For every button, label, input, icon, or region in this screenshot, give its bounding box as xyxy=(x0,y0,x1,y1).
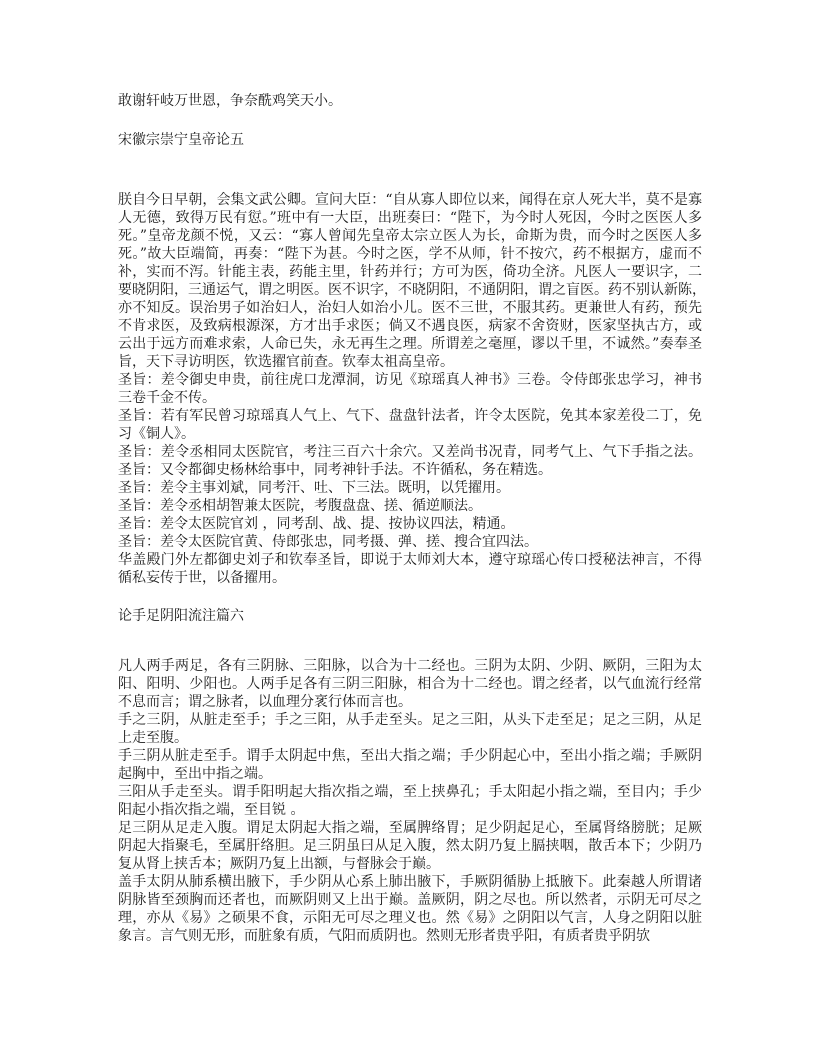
text-line: 象言。言气则无形，而脏象有质，气阳而质阴也。然则无形者贵乎阳，有质者贵乎阴欤 xyxy=(118,928,650,944)
text-line: 亦不知反。误治男子如治妇人，治妇人如治小儿。医不三世，不服其药。更兼世人有药，预先 xyxy=(118,300,702,316)
text-line: 凡人两手两足，各有三阴脉、三阳脉，以合为十二经也。三阴为太阴、少阴、厥阴，三阳为太 xyxy=(118,658,702,674)
text-line: 圣旨：差令御史申贵，前往虎口龙潭洞，访见《琼瑶真人神书》三卷。令侍郎张忠学习，神书 xyxy=(118,372,702,388)
text-line: 盖手太阴从肺系横出腋下，手少阴从心系上肺出腋下，手厥阴循胁上抵腋下。此秦越人所谓诸 xyxy=(118,874,702,890)
text-line: 三阳从手走至头。谓手阳明起大指次指之端，至上挟鼻孔；手太阳起小指之端，至目内；手少 xyxy=(118,784,702,800)
text-line: 足三阴从足走入腹。谓足太阴起大指之端，至属脾络胃；足少阴起足心，至属肾络膀胱；足厥 xyxy=(118,820,702,836)
text-line: 圣旨：差令丞相同太医院官，考注三百六十余穴。又差尚书况青，同考气上、气下手指之法。 xyxy=(118,444,702,460)
text-line: 要晓阴阳，三通运气，谓之明医。医不识字，不晓阴阳，不通阴阳，谓之盲医。药不别认新陈， xyxy=(118,282,706,298)
text-line: 圣旨：差令主事刘斌，同考汗、吐、下三法。既明，以凭擢用。 xyxy=(118,480,510,496)
text-line: 人无德，致得万民有愆。”班中有一大臣，出班奏曰：“陛下，为今时人死因，今时之医医人多 xyxy=(118,210,702,226)
text-line: 死。”故大臣端简，再奏：“陛下为甚。今时之医，学不从师，针不按穴，药不根据方，虚而不 xyxy=(118,246,702,262)
text-line: 圣旨：差令太医院官刘 ，同考刮、战、提、按协议四法，精通。 xyxy=(118,516,515,532)
section-5-title: 宋徽宗崇宁皇帝论五 xyxy=(118,132,244,148)
text-line: 朕自今日早朝，会集文武公卿。宣问大臣：“自从寡人即位以来，闻得在京人死大半，莫不是寡 xyxy=(118,192,702,208)
text-line: 不肯求医，及致病根源深，方才出手求医；倘又不遇良医，病家不舍资财，医家坚执古方，或 xyxy=(118,318,702,334)
text-line: 阳起小指次指之端，至目锐 。 xyxy=(118,802,305,818)
text-line: 手之三阴，从脏走至手；手之三阳，从手走至头。足之三阳，从头下走至足；足之三阴，从足 xyxy=(118,712,702,728)
text-line: 循私妄传于世，以备擢用。 xyxy=(118,570,286,586)
text-line: 死。”皇帝龙颜不悦，又云：“寡人曾闻先皇帝太宗立医人为长，命斯为贵，而今时之医医人多 xyxy=(118,228,702,244)
section-6-title: 论手足阴阳流注篇六 xyxy=(118,608,244,624)
text-line: 不息而言；谓之脉者，以血理分衺行体而言也。 xyxy=(118,694,412,710)
text-line: 补，实而不泻。针能主表，药能主里，针药并行；方可为医，倚功全济。凡医人一要识字，二 xyxy=(118,264,702,280)
text-line: 阴脉皆至颈胸而还者也，而厥阴则又上出于巅。盖厥阴，阴之尽也。所以然者，示阴无可尽之 xyxy=(118,892,702,908)
text-line: 手三阴从脏走至手。谓手太阴起中焦，至出大指之端；手少阴起心中，至出小指之端；手厥阴 xyxy=(118,748,702,764)
intro-line: 敢谢轩岐万世恩，争奈酰鸡笑天小。 xyxy=(118,93,342,109)
text-line: 阳、阳明、少阳也。人两手足各有三阴三阳脉，相合为十二经也。谓之经者，以气血流行经常 xyxy=(118,676,702,692)
text-line: 复从肾上挟舌本；厥阴乃复上出额，与督脉会于巅。 xyxy=(118,856,440,872)
text-line: 圣旨：若有军民曾习琼瑶真人气上、气下、盘盘针法者，许令太医院，免其本家差役二丁，免 xyxy=(118,408,702,424)
text-line: 上走至腹。 xyxy=(118,730,188,746)
text-line: 理，亦从《易》之硕果不食，示阳无可尽之理义也。然《易》之阴阳以气言，人身之阴阳以脏 xyxy=(118,910,702,926)
text-line: 阴起大指聚毛，至属肝络胆。足三阴虽曰从足入腹，然太阴乃复上膈挟咽，散舌本下；少阴乃 xyxy=(118,838,702,854)
text-line: 旨，天下寻访明医，钦选擢官前查。钦奉太祖高皇帝。 xyxy=(118,354,454,370)
text-line: 习《铜人》。 xyxy=(118,426,195,442)
text-line: 圣旨：差令丞相胡智兼太医院，考腹盘盘、搓、循逆顺法。 xyxy=(118,498,482,514)
text-line: 起胸中，至出中指之端。 xyxy=(118,766,272,782)
text-line: 圣旨：差令太医院官黄、侍郎张忠，同考摄、弹、搓、搜合宜四法。 xyxy=(118,534,538,550)
text-line: 圣旨：又令都御史杨林给事中，同考神针手法。不许循私，务在精选。 xyxy=(118,462,552,478)
text-line: 三卷千金不传。 xyxy=(118,390,216,406)
section-6-body xyxy=(118,657,702,945)
section-5-body xyxy=(118,191,706,587)
text-line: 华盖殿门外左都御史刘子和钦奉圣旨，即说于太师刘大本，遵守琼瑶心传口授秘法神言，不得 xyxy=(118,552,702,568)
text-line: 云出于远方而难求索，人命已失，永无再生之理。所谓差之毫厘，谬以千里，不诚然。”奏奉圣 xyxy=(118,336,702,352)
